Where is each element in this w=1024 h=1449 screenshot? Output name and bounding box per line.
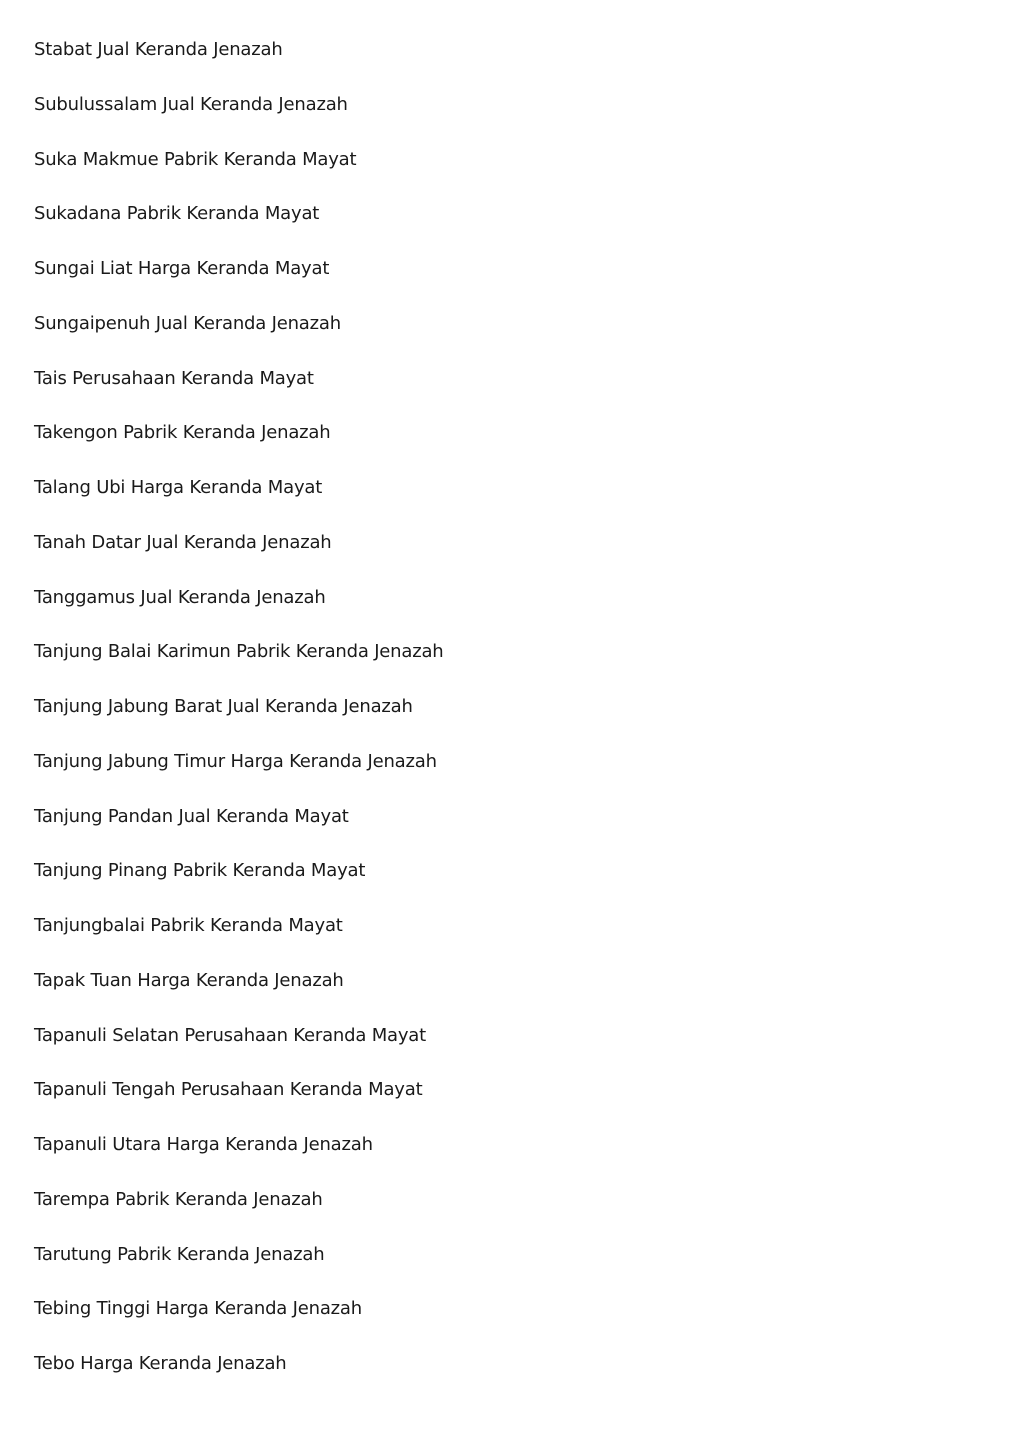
list-item: Tebo Harga Keranda Jenazah	[34, 1353, 287, 1374]
location-list	[34, 36, 934, 1405]
list-item: Tanjung Pandan Jual Keranda Mayat	[34, 805, 349, 827]
list-item: Tapanuli Utara Harga Keranda Jenazah	[34, 1134, 373, 1155]
list-item: Tanjung Pinang Pabrik Keranda Mayat	[34, 860, 366, 882]
list-item: Tanah Datar Jual Keranda Jenazah	[34, 531, 332, 553]
list-item: Tanjung Jabung Timur Harga Keranda Jenazah	[34, 750, 437, 772]
list-item: Sungai Liat Harga Keranda Mayat	[34, 258, 330, 279]
list-item: Stabat Jual Keranda Jenazah	[34, 39, 283, 60]
list-item: Suka Makmue Pabrik Keranda Mayat	[34, 148, 357, 170]
list-item: Tanjungbalai Pabrik Keranda Mayat	[34, 915, 343, 936]
list-item: Sungaipenuh Jual Keranda Jenazah	[34, 312, 341, 334]
list-item: Tanjung Jabung Barat Jual Keranda Jenazah	[34, 696, 413, 717]
list-item: Subulussalam Jual Keranda Jenazah	[34, 93, 348, 115]
list-item: Tebing Tinggi Harga Keranda Jenazah	[34, 1298, 362, 1320]
list-item: Tanggamus Jual Keranda Jenazah	[34, 586, 326, 608]
list-item: Tapak Tuan Harga Keranda Jenazah	[34, 969, 344, 991]
list-item: Tarempa Pabrik Keranda Jenazah	[34, 1188, 323, 1210]
list-item: Tapanuli Selatan Perusahaan Keranda Mayat	[34, 1024, 426, 1046]
list-item: Talang Ubi Harga Keranda Mayat	[34, 477, 323, 498]
list-item: Tarutung Pabrik Keranda Jenazah	[34, 1243, 325, 1265]
list-item: Takengon Pabrik Keranda Jenazah	[34, 422, 331, 444]
list-item: Sukadana Pabrik Keranda Mayat	[34, 203, 320, 225]
list-item: Tanjung Balai Karimun Pabrik Keranda Jenazah	[34, 641, 444, 663]
list-item: Tapanuli Tengah Perusahaan Keranda Mayat	[34, 1079, 423, 1101]
list-item: Tais Perusahaan Keranda Mayat	[34, 367, 314, 389]
